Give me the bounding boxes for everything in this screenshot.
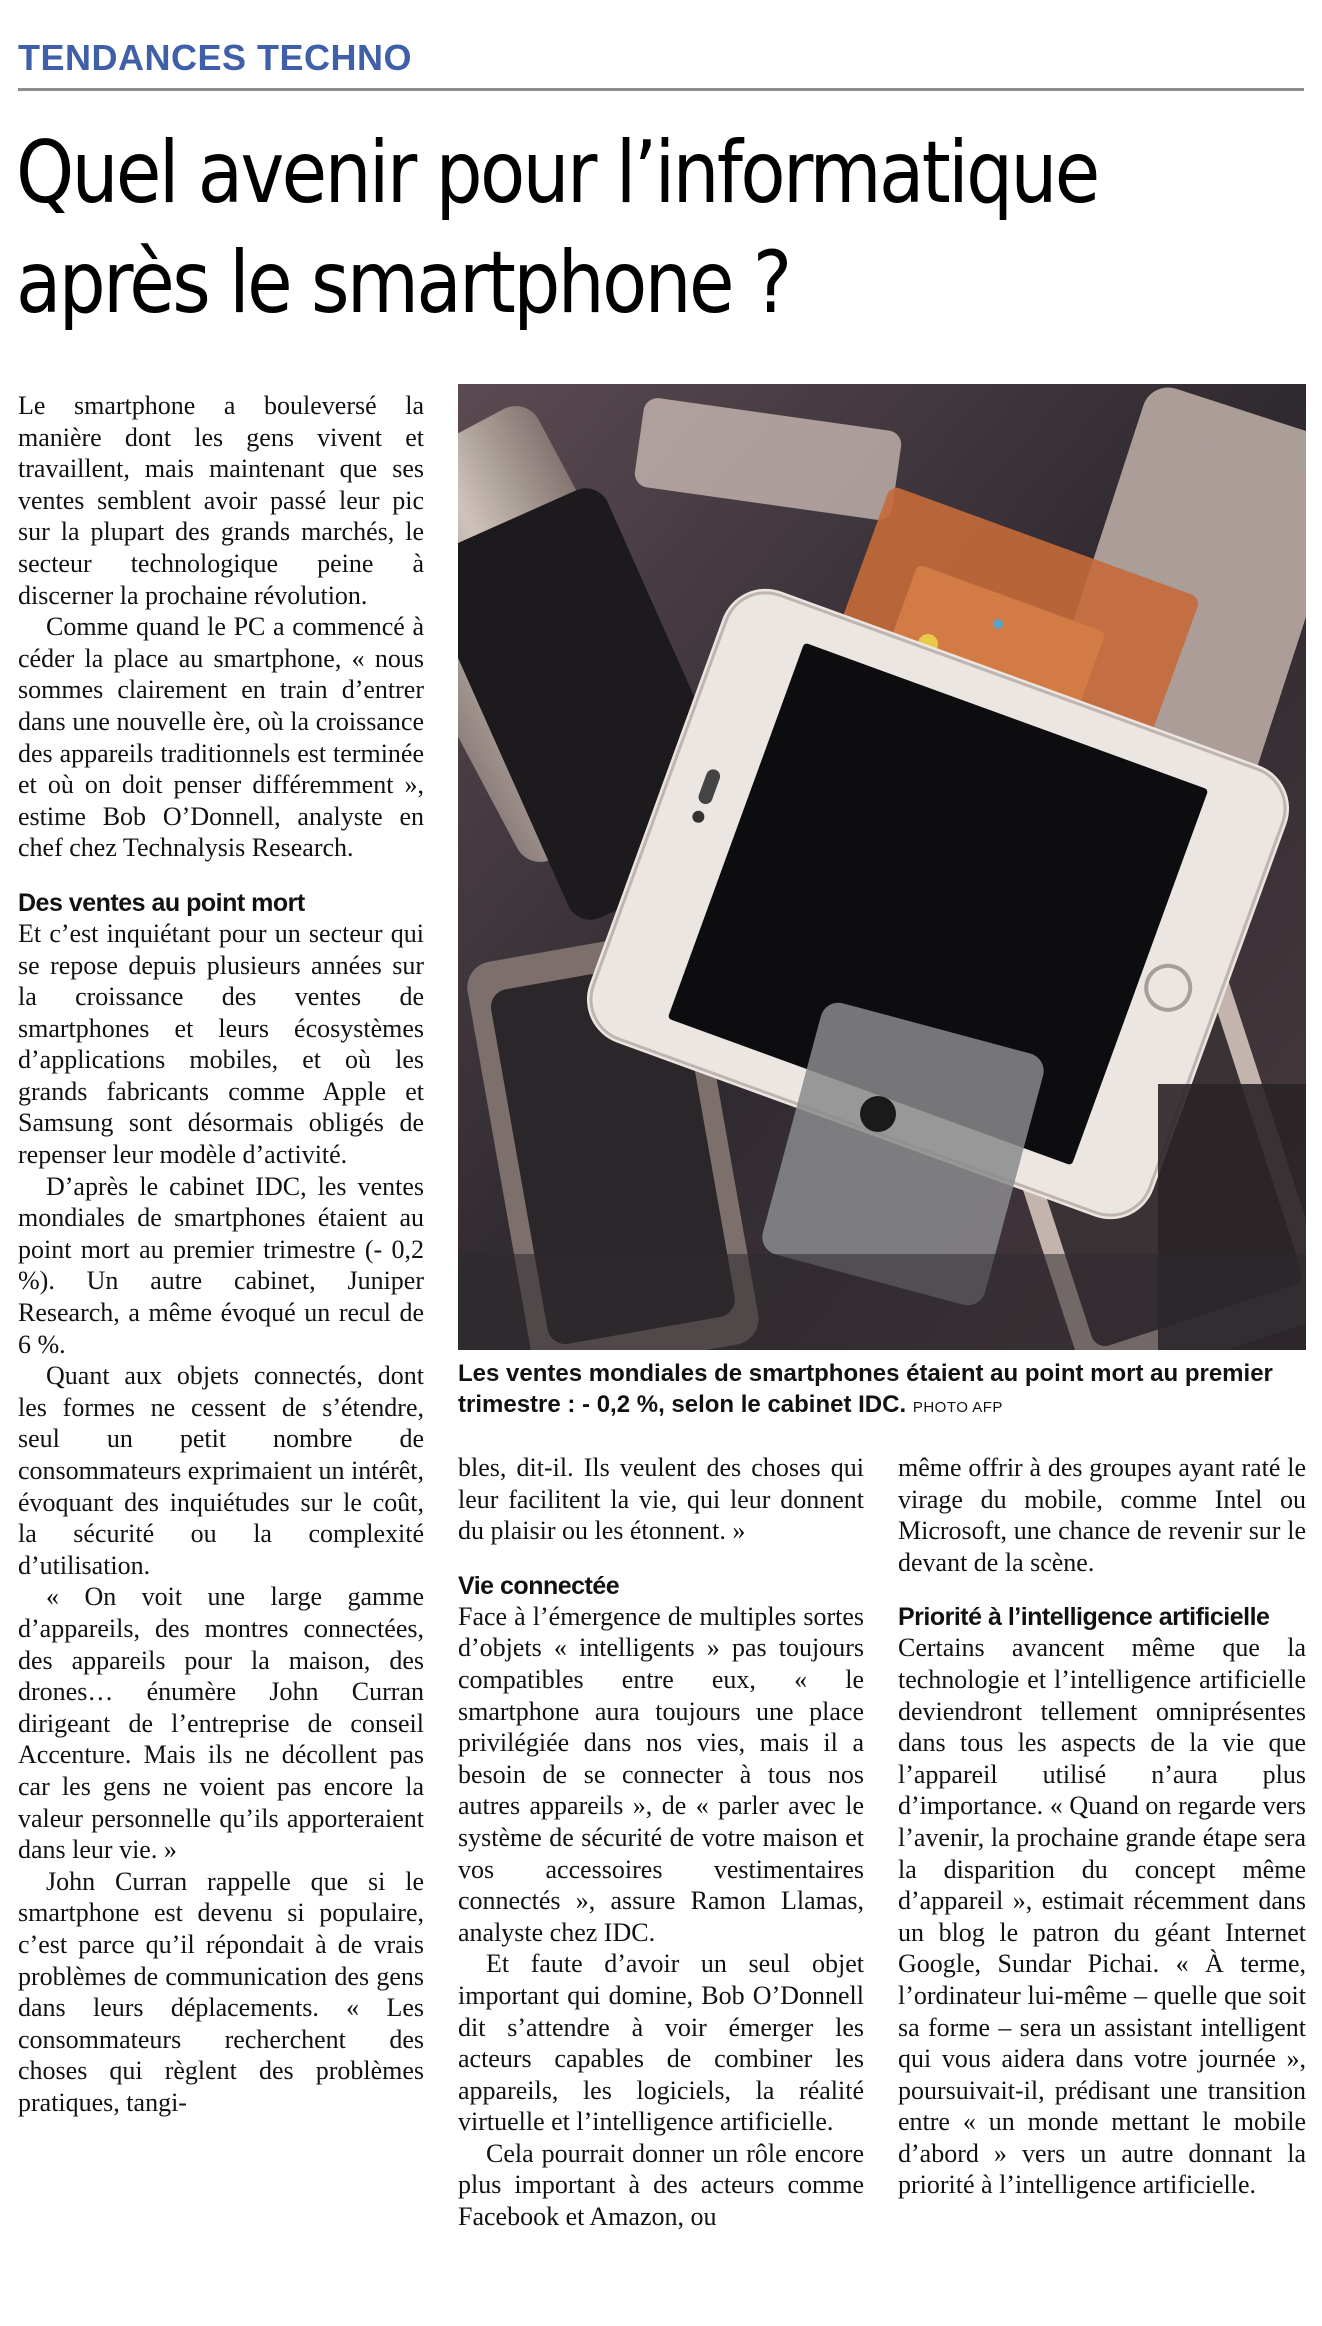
subheading-vie-connectee: Vie connectée: [458, 1571, 620, 1600]
paragraph: Le smartphone a bouleversé la manière dont les gens vivent et travaillent, mais maintenant que ses ventes semblent avoir passé leur pic sur la plupart des grands marchés, le secteur technologique peine à discerner la prochaine révolution.: [18, 391, 424, 610]
headline: [16, 118, 1125, 338]
paragraph: Cela pourrait donner un rôle encore plus important à des acteurs comme Facebook et Amazon, ou: [458, 2138, 864, 2232]
paragraph: Et faute d’avoir un seul objet important qui domine, Bob O’Donnell dit s’attendre à voir émerger les acteurs capables de combiner les appareils, les logiciels, la réalité virtuelle et l’intelligence artificielle.: [458, 1949, 864, 2137]
photo-caption: [458, 1358, 1308, 1423]
paragraph: même offrir à des groupes ayant raté le virage du mobile, comme Intel ou Microsoft, une chance de revenir sur le devant de la scène.: [898, 1453, 1306, 1577]
subheading-ventes: Des ventes au point mort: [18, 888, 305, 917]
paragraph: Quant aux objets connectés, dont les formes ne cessent de s’étendre, seul un petit nombre de consommateurs exprimaient un intérêt, évoquant des inquiétudes sur le coût, la sécurité ou la complexité d’utilisation.: [18, 1361, 424, 1580]
smartphone-pile-icon: [458, 384, 1306, 1350]
rubric-label: TENDANCES TECHNO: [18, 37, 413, 78]
paragraph: D’après le cabinet IDC, les ventes mondiales de smartphones étaient au point mort au premier trimestre (- 0,2 %). Un autre cabinet, Juniper Research, a même évoqué un recul de 6 %.: [18, 1171, 424, 1359]
paragraph: Face à l’émergence de multiples sortes d’objets « intelligents » pas toujours compatibles entre eux, « le smartphone aura toujours une place privilégiée dans nos vies, mais il a besoin de se connecter à tous nos autres appareils », de « parler avec le système de sécurité de votre maison et vos accessoires vestimentaires connectés », assure Ramon Llamas, analyste chez IDC.: [458, 1601, 864, 1947]
smartphone-pile-photo: [458, 384, 1306, 1350]
section-rubric: [18, 28, 1304, 91]
paragraph: Comme quand le PC a commencé à céder la place au smartphone, « nous sommes clairement en train d’entrer dans une nouvelle ère, où la croissance des appareils traditionnels est terminée et où on doit penser différemment », estime Bob O’Donnell, analyste en chef chez Technalysis Research.: [18, 612, 424, 863]
headline-line-1: Quel avenir pour l’informatique: [16, 123, 1098, 223]
paragraph: Et c’est inquiétant pour un secteur qui se repose depuis plusieurs années sur la croissance des ventes de smartphones et leurs écosystèmes d’applications mobiles, et où les grands fabricants comme Apple et Samsung sont désormais obligés de repenser leur modèle d’activité.: [18, 918, 424, 1170]
headline-line-2: après le smartphone ?: [16, 233, 790, 333]
paragraph: bles, dit-il. Ils veulent des choses qui leur facilitent la vie, qui leur donnent du plaisir ou les étonnent. »: [458, 1453, 864, 1546]
photo-credit: PHOTO AFP: [912, 1399, 1003, 1416]
article-column-3: [898, 1452, 1306, 2201]
article-column-2: [458, 1452, 864, 2233]
paragraph: « On voit une large gamme d’appareils, des montres connectées, des appareils pour la maison, des drones… énumère John Curran dirigeant de l’entreprise de conseil Accenture. Mais ils ne décollent pas car les gens ne voient pas encore la valeur personnelle qu’ils apporteraient dans leur vie. »: [18, 1582, 424, 1865]
paragraph: John Curran rappelle que si le smartphone est devenu si populaire, c’est parce qu’il répondait à de vrais problèmes de communication des gens dans leurs déplacements. « Les consommateurs recherchent des choses qui règlent des problèmes pratiques, tangi-: [18, 1866, 424, 2117]
paragraph: Certains avancent même que la technologie et l’intelligence artificielle deviendront tellement omniprésentes dans tous les aspects de la vie que l’appareil utilisé n’aura plus d’importance. « Quand on regarde vers l’avenir, la prochaine grande étape sera la disparition du concept même d’appareil », estimait récemment dans un blog le patron du géant Internet Google, Sundar Pichai. « À terme, l’ordinateur lui-même – quelle que soit sa forme – sera un assistant intelligent qui vous aidera dans votre journée », poursuivait-il, prédisant une transition entre « un monde mettant le mobile d’abord » vers un autre donnant la priorité à l’intelligence artificielle.: [898, 1633, 1306, 2200]
article-column-1: [18, 390, 424, 2118]
subheading-intelligence-artificielle: Priorité à l’intelligence artificielle: [898, 1603, 1270, 1632]
caption-text: Les ventes mondiales de smartphones étaient au point mort au premier trimestre : - 0,2 %, selon le cabinet IDC.: [458, 1360, 1273, 1418]
